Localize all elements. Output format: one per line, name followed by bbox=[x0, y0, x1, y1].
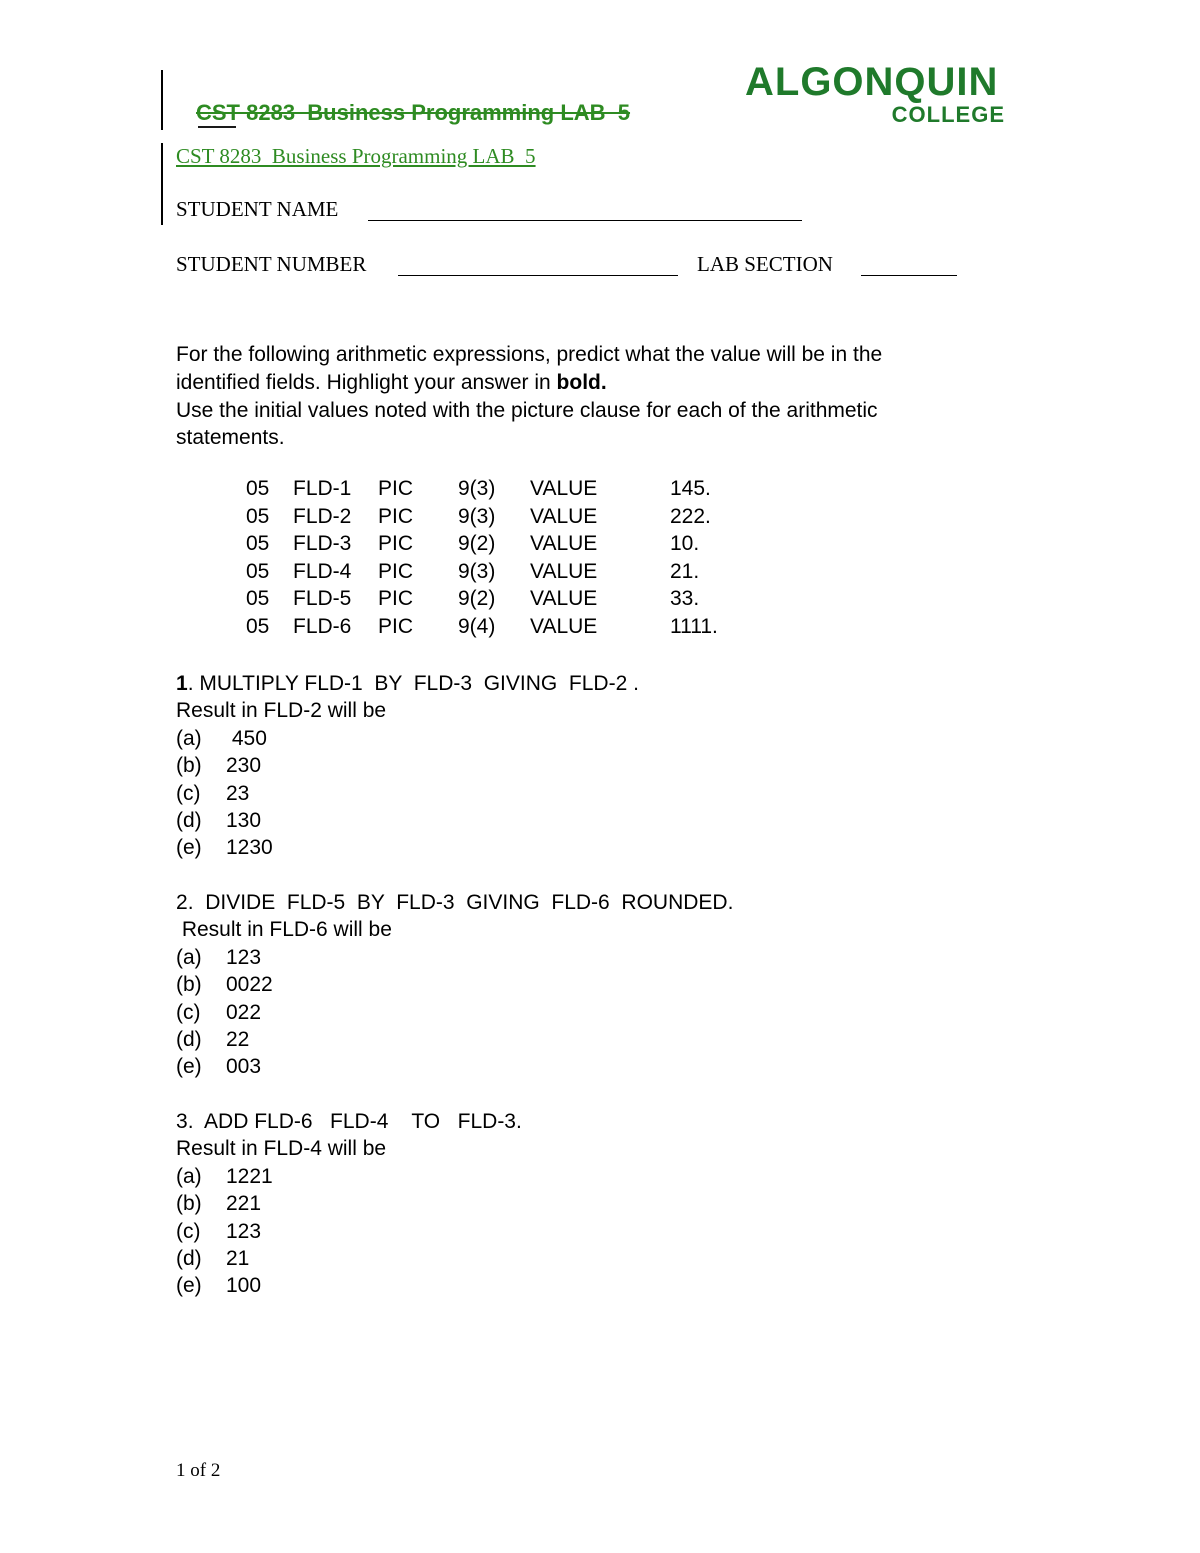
field-picture: 9(3) bbox=[458, 504, 496, 528]
option-label: (e) bbox=[176, 836, 202, 860]
option-value: 21 bbox=[226, 1246, 250, 1270]
field-picture: 9(2) bbox=[458, 587, 496, 610]
answer-option[interactable] bbox=[176, 780, 876, 807]
field-level: 05 bbox=[246, 477, 270, 500]
answer-option[interactable] bbox=[176, 834, 876, 861]
header-deleted-title: CST 8283 Business Programming LAB 5 bbox=[196, 100, 631, 125]
option-label: (a) bbox=[176, 945, 202, 969]
answer-option[interactable] bbox=[176, 1053, 876, 1080]
option-label: (b) bbox=[176, 1192, 202, 1216]
instructions-bold-word: bold. bbox=[556, 371, 607, 394]
field-pic: PIC bbox=[378, 559, 414, 583]
option-value: 1221 bbox=[226, 1164, 273, 1188]
field-name: FLD-4 bbox=[293, 559, 352, 583]
student-name-blank[interactable] bbox=[368, 220, 802, 221]
question-1 bbox=[176, 670, 876, 862]
field-row bbox=[246, 615, 846, 643]
field-row bbox=[246, 477, 846, 505]
question-text: . MULTIPLY FLD-1 BY FLD-3 GIVING FLD-2 . bbox=[187, 672, 639, 695]
answer-option[interactable] bbox=[176, 1218, 876, 1245]
option-value: 123 bbox=[226, 1219, 262, 1243]
student-name-label: STUDENT NAME bbox=[176, 197, 339, 221]
option-label: (d) bbox=[176, 808, 202, 832]
answer-option[interactable] bbox=[176, 999, 876, 1026]
question-text: . ADD FLD-6 FLD-4 TO FLD-3. bbox=[187, 1110, 522, 1133]
field-row bbox=[246, 587, 846, 615]
option-value: 450 bbox=[226, 726, 267, 750]
answer-option[interactable] bbox=[176, 944, 876, 971]
field-picture: 9(4) bbox=[458, 614, 496, 638]
question-result-prompt: Result in FLD-2 will be bbox=[176, 699, 387, 723]
lab-section-label: LAB SECTION bbox=[697, 252, 833, 276]
answer-option[interactable] bbox=[176, 971, 876, 998]
question-statement bbox=[176, 1108, 876, 1135]
field-pic: PIC bbox=[378, 587, 414, 610]
field-value-kw: VALUE bbox=[530, 532, 598, 555]
field-level: 05 bbox=[246, 614, 270, 638]
answer-option[interactable] bbox=[176, 1272, 876, 1299]
field-pic: PIC bbox=[378, 532, 414, 555]
change-bar bbox=[161, 70, 163, 130]
question-number: 3 bbox=[176, 1110, 188, 1133]
student-number-label: STUDENT NUMBER bbox=[176, 252, 367, 276]
option-label: (b) bbox=[176, 973, 202, 997]
option-value: 130 bbox=[226, 808, 262, 832]
field-picture: 9(3) bbox=[458, 477, 496, 500]
option-value: 23 bbox=[226, 781, 250, 805]
option-value: 22 bbox=[226, 1027, 250, 1051]
question-2 bbox=[176, 889, 876, 1081]
option-value: 022 bbox=[226, 1000, 262, 1024]
change-bar bbox=[161, 143, 163, 225]
option-value: 0022 bbox=[226, 973, 273, 997]
lab-section-blank[interactable] bbox=[861, 275, 957, 276]
field-value: 1111. bbox=[670, 614, 718, 638]
question-3 bbox=[176, 1108, 876, 1300]
question-number: 2 bbox=[176, 891, 188, 914]
question-statement bbox=[176, 670, 876, 697]
field-row bbox=[246, 532, 846, 560]
answer-option[interactable] bbox=[176, 725, 876, 752]
question-result-prompt: Result in FLD-6 will be bbox=[176, 918, 392, 942]
field-value-kw: VALUE bbox=[530, 477, 598, 500]
field-picture: 9(3) bbox=[458, 559, 496, 583]
field-name: FLD-3 bbox=[293, 532, 352, 555]
logo-sub-text: COLLEGE bbox=[891, 102, 1005, 127]
field-name: FLD-2 bbox=[293, 504, 352, 528]
option-value: 123 bbox=[226, 945, 262, 969]
student-number-blank[interactable] bbox=[398, 275, 678, 276]
option-value: 003 bbox=[226, 1055, 262, 1079]
field-pic: PIC bbox=[378, 504, 414, 528]
field-name: FLD-5 bbox=[293, 587, 352, 610]
field-picture: 9(2) bbox=[458, 532, 496, 555]
field-value: 10. bbox=[670, 532, 700, 555]
option-label: (c) bbox=[176, 1219, 201, 1243]
field-name: FLD-1 bbox=[293, 477, 352, 500]
option-label: (a) bbox=[176, 1164, 202, 1188]
field-row bbox=[246, 505, 846, 533]
instructions-line-1: For the following arithmetic expressions, predict what the value will be in the bbox=[176, 343, 883, 366]
option-label: (e) bbox=[176, 1274, 202, 1298]
instructions-line-3: Use the initial values noted with the picture clause for each of the arithmetic bbox=[176, 399, 878, 422]
instructions-line-4: statements. bbox=[176, 426, 285, 449]
field-level: 05 bbox=[246, 504, 270, 528]
answer-option[interactable] bbox=[176, 807, 876, 834]
field-value: 145. bbox=[670, 477, 711, 500]
field-row bbox=[246, 560, 846, 588]
answer-option[interactable] bbox=[176, 1163, 876, 1190]
answer-option[interactable] bbox=[176, 752, 876, 779]
field-value: 33. bbox=[670, 587, 700, 610]
field-name: FLD-6 bbox=[293, 614, 352, 638]
field-value: 21. bbox=[670, 559, 700, 583]
answer-option[interactable] bbox=[176, 1190, 876, 1217]
instructions-line-2 bbox=[176, 369, 607, 397]
field-level: 05 bbox=[246, 532, 270, 555]
header-underline bbox=[198, 126, 236, 128]
field-level: 05 bbox=[246, 587, 270, 610]
question-text: . DIVIDE FLD-5 BY FLD-3 GIVING FLD-6 ROUNDED. bbox=[187, 891, 734, 914]
question-result-prompt: Result in FLD-4 will be bbox=[176, 1137, 387, 1161]
answer-option[interactable] bbox=[176, 1245, 876, 1272]
page-number: 1 of 2 bbox=[176, 1460, 221, 1481]
instructions-line-2-text: identified fields. Highlight your answer in bbox=[176, 371, 557, 394]
option-value: 1230 bbox=[226, 836, 273, 860]
field-value-kw: VALUE bbox=[530, 504, 598, 528]
option-value: 230 bbox=[226, 754, 262, 778]
option-value: 221 bbox=[226, 1192, 262, 1216]
field-value: 222. bbox=[670, 504, 711, 528]
option-label: (a) bbox=[176, 726, 202, 750]
question-statement bbox=[176, 889, 876, 916]
field-value-kw: VALUE bbox=[530, 587, 598, 610]
college-logo bbox=[745, 60, 1007, 128]
field-level: 05 bbox=[246, 559, 270, 583]
option-label: (d) bbox=[176, 1027, 202, 1051]
question-number: 1 bbox=[176, 672, 188, 695]
option-label: (d) bbox=[176, 1246, 202, 1270]
option-label: (e) bbox=[176, 1055, 202, 1079]
inserted-title: CST 8283 Business Programming LAB 5 bbox=[176, 144, 536, 168]
field-value-kw: VALUE bbox=[530, 559, 598, 583]
answer-option[interactable] bbox=[176, 1026, 876, 1053]
option-label: (c) bbox=[176, 781, 201, 805]
option-label: (b) bbox=[176, 754, 202, 778]
field-value-kw: VALUE bbox=[530, 614, 598, 638]
option-label: (c) bbox=[176, 1000, 201, 1024]
option-value: 100 bbox=[226, 1274, 262, 1298]
field-pic: PIC bbox=[378, 614, 414, 638]
field-pic: PIC bbox=[378, 477, 414, 500]
logo-main-text: ALGONQUIN bbox=[745, 60, 999, 104]
